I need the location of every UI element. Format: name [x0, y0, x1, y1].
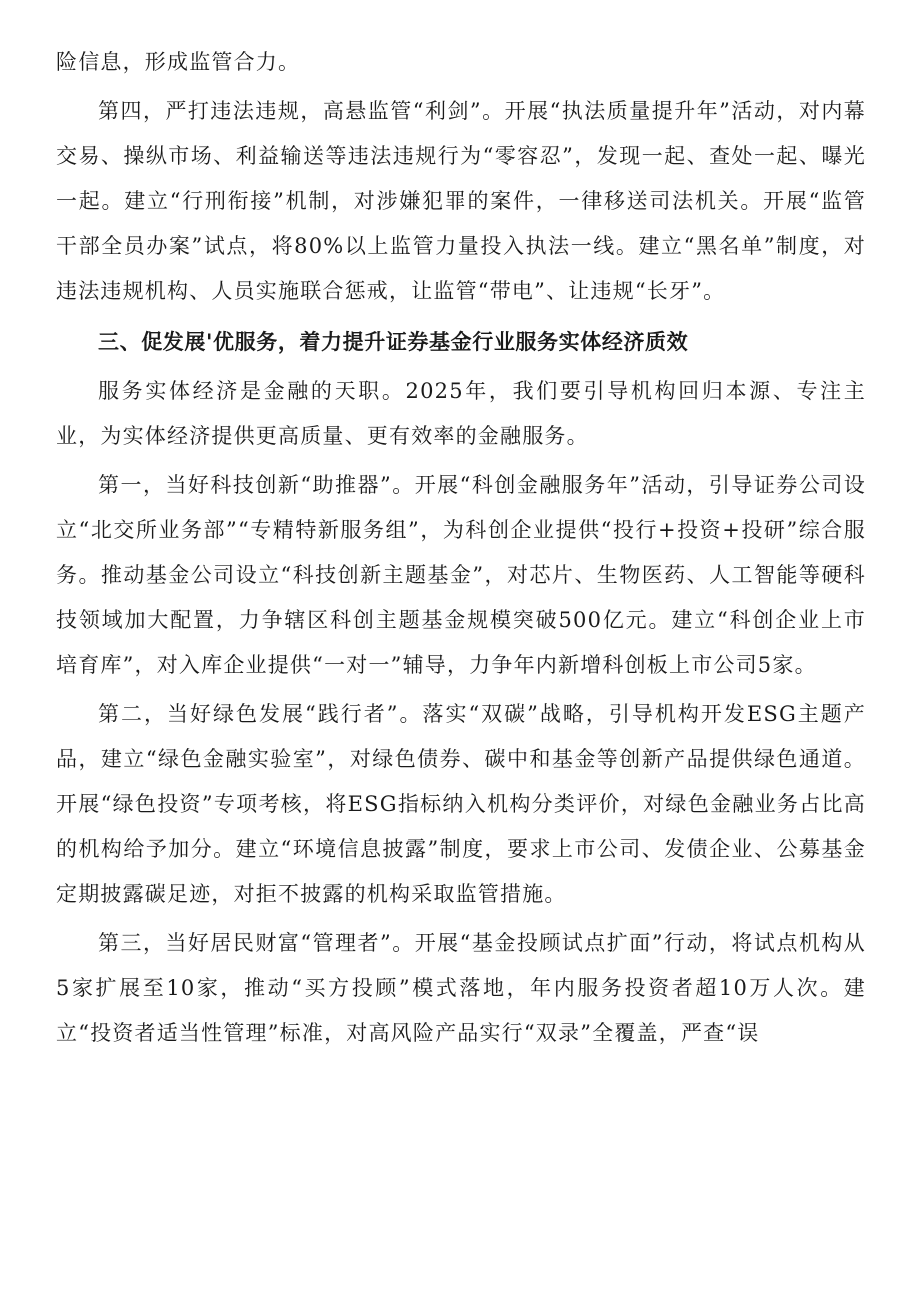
paragraph-serve-real-economy: 服务实体经济是金融的天职。2025年，我们要引导机构回归本源、专注主业，为实体经济提供更高质量、更有效率的金融服务。 — [56, 379, 866, 448]
paragraph-fourth-enforcement: 第四，严打违法违规，高悬监管“利剑”。开展“执法质量提升年”活动，对内幕交易、操纵市场、利益输送等违法违规行为“零容忍”，发现一起、查处一起、曝光一起。建立“行刑衔接”机制，对涉嫌犯罪的案件，一律移送司法机关。开展“监管干部全员办案”试点，将80%以上监管力量投入执法一线。建立“黑名单”制度，对违法违规机构、人员实施联合惩戒，让监管“带电”、让违规“长牙”。 — [56, 99, 866, 303]
paragraph-second-green-development: 第二，当好绿色发展“践行者”。落实“双碳”战略，引导机构开发ESG主题产品，建立“绿色金融实验室”，对绿色债券、碳中和基金等创新产品提供绿色通道。开展“绿色投资”专项考核，将ESG指标纳入机构分类评价，对绿色金融业务占比高的机构给予加分。建立“环境信息披露”制度，要求上市公司、发债企业、公募基金定期披露碳足迹，对拒不披露的机构采取监管措施。 — [56, 702, 866, 906]
paragraph-third-wealth-management: 第三，当好居民财富“管理者”。开展“基金投顾试点扩面”行动，将试点机构从5家扩展至10家，推动“买方投顾”模式落地，年内服务投资者超10万人次。建立“投资者适当性管理”标准，对高风险产品实行“双录”全覆盖，严查“误 — [56, 931, 866, 1045]
document-page — [56, 40, 866, 1060]
paragraph-first-tech-innovation: 第一，当好科技创新“助推器”。开展“科创金融服务年”活动，引导证券公司设立“北交所业务部”“专精特新服务组”，为科创企业提供“投行+投资+投研”综合服务。推动基金公司设立“科技创新主题基金”，对芯片、生物医药、人工智能等硬科技领域加大配置，力争辖区科创主题基金规模突破500亿元。建立“科创企业上市培育库”，对入库企业提供“一对一”辅导，力争年内新增科创板上市公司5家。 — [56, 473, 866, 677]
paragraph-continuation: 险信息，形成监管合力。 — [56, 50, 301, 74]
section-heading-three: 三、促发展'优服务，着力提升证券基金行业服务实体经济质效 — [98, 330, 689, 354]
